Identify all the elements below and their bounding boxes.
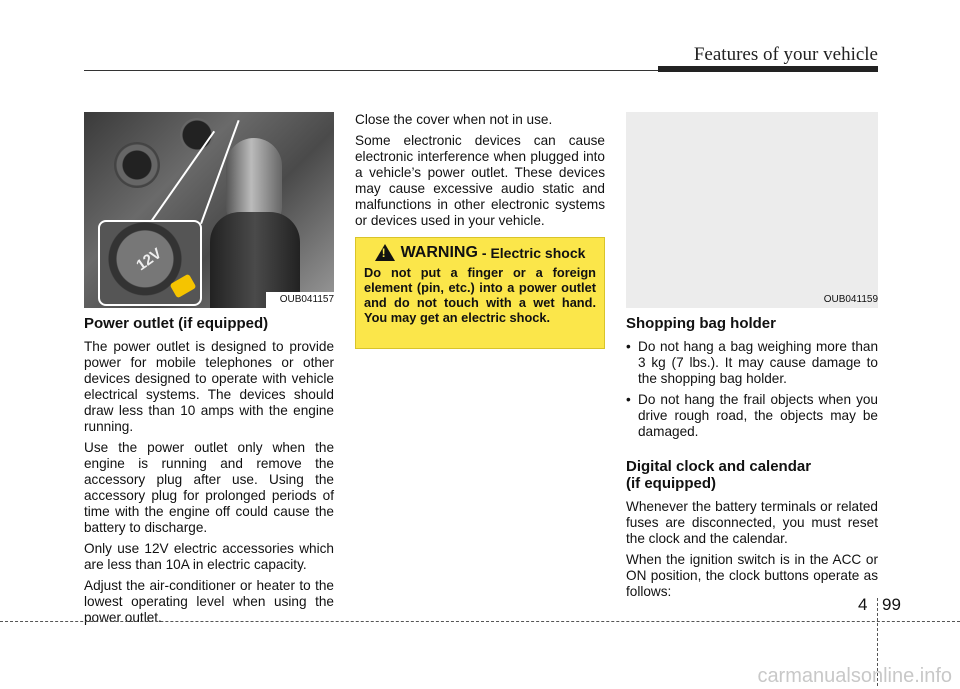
watermark: carmanualsonline.info bbox=[757, 665, 952, 687]
paragraph: The power outlet is designed to provide power for mobile telephones or other devices designed to operate with vehicle electrical systems. The devices should draw less than 10 amps with the engine running. bbox=[84, 339, 334, 434]
page-number: 99 bbox=[882, 595, 901, 614]
list-item: • Do not hang the frail objects when you drive rough road, the objects may be damaged. bbox=[626, 392, 878, 440]
paragraph: Only use 12V electric accessories which are less than 10A in electric capacity. bbox=[84, 541, 334, 572]
warning-triangle-icon bbox=[375, 244, 395, 261]
list-item: • Do not hang a bag weighing more than 3 kg (7 lbs.). It may cause damage to the shopping bag holder. bbox=[626, 339, 878, 387]
figure-caption: OUB041159 bbox=[806, 292, 878, 308]
paragraph: Whenever the battery terminals or related fuses are disconnected, you must reset the clock and the calendar. bbox=[626, 499, 878, 546]
gear-shifter-knob bbox=[226, 138, 282, 222]
warning-box bbox=[355, 237, 605, 349]
power-outlet-photo bbox=[84, 112, 334, 308]
section-heading-digital-clock bbox=[626, 458, 878, 492]
footer-rule bbox=[0, 621, 960, 622]
right-column bbox=[626, 112, 878, 605]
warning-body: Do not put a finger or a foreign element (pin, etc.) into a power outlet and do not touch with a wet hand. You may get an electric shock. bbox=[364, 265, 596, 325]
power-outlet-port bbox=[114, 142, 160, 188]
paragraph: Use the power outlet only when the engine is running and remove the accessory plug after use. Using the accessory plug for prolonged periods of time with the engine off could cause the battery to discharge. bbox=[84, 440, 334, 535]
page-header-title: Features of your vehicle bbox=[693, 44, 878, 65]
figure-caption: OUB041157 bbox=[266, 292, 334, 308]
paragraph: Adjust the air-conditioner or heater to the lowest operating level when using the power outlet. bbox=[84, 578, 334, 625]
bullet-list bbox=[626, 339, 878, 440]
paragraph: When the ignition switch is in the ACC or ON position, the clock buttons operate as follows: bbox=[626, 552, 878, 599]
power-outlet-inset bbox=[98, 220, 202, 306]
heading-line: (if equipped) bbox=[626, 475, 716, 492]
warning-title: WARNING bbox=[400, 243, 478, 261]
inset-12v-label: 12V bbox=[133, 244, 165, 275]
shopping-bag-holder-photo bbox=[626, 112, 878, 308]
paragraph: Close the cover when not in use. bbox=[355, 112, 553, 127]
chapter-number: 4 bbox=[858, 595, 868, 614]
header-rule-thick bbox=[658, 66, 878, 72]
header-rule-thin bbox=[84, 70, 658, 71]
warning-header bbox=[364, 244, 596, 261]
arrow-icon bbox=[169, 274, 196, 299]
paragraph: Some electronic devices can cause electronic interference when plugged into a vehicle’s power outlet. These devices may cause excessive audio static and malfunctions in other electronic systems or devices used in your vehicle. bbox=[355, 133, 605, 228]
warning-subtitle: - Electric shock bbox=[481, 244, 586, 261]
section-heading-power-outlet: Power outlet (if equipped) bbox=[84, 315, 269, 332]
heading-line: Digital clock and calendar bbox=[626, 458, 812, 475]
middle-column bbox=[355, 112, 605, 349]
left-column bbox=[84, 112, 334, 631]
section-heading-shopping-bag: Shopping bag holder bbox=[626, 315, 776, 332]
